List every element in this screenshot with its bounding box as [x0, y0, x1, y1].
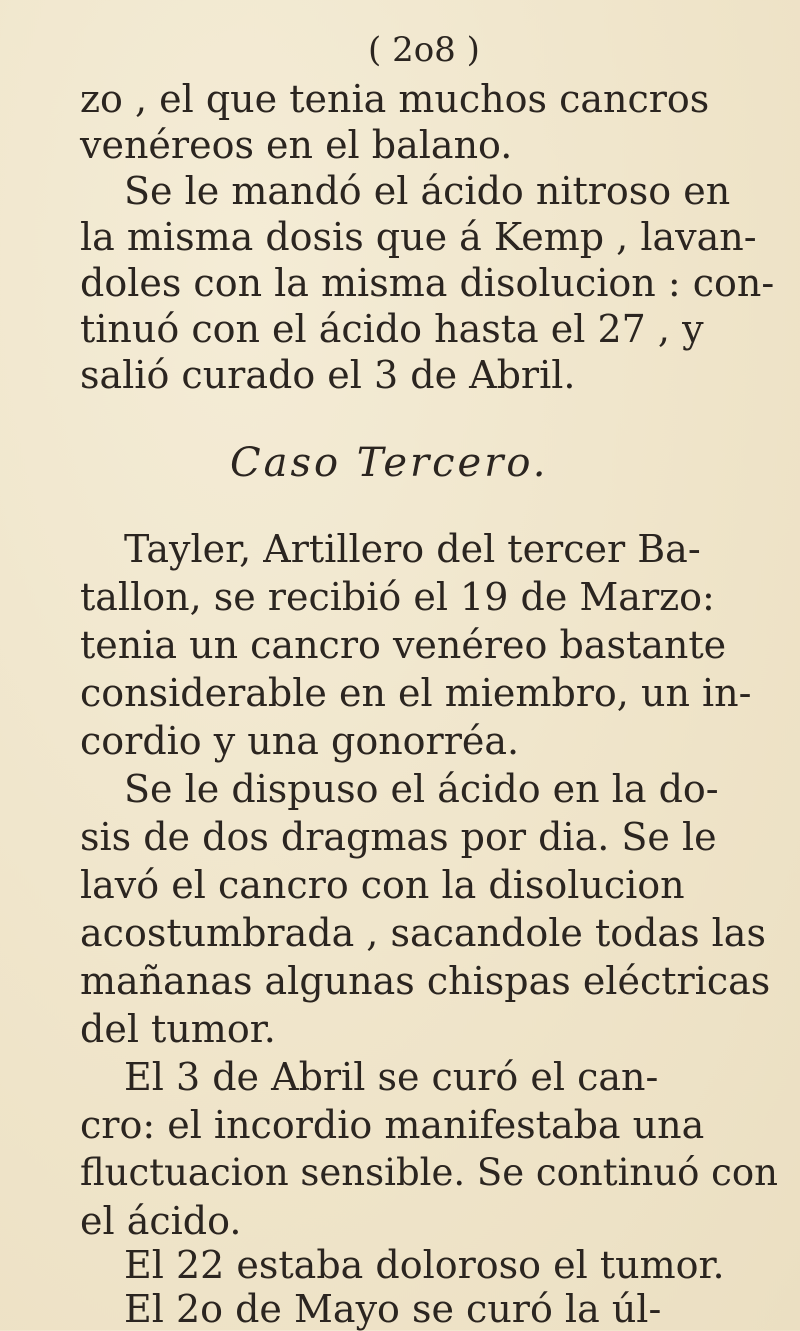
text-line: El 3 de Abril se curó el can-	[124, 1055, 659, 1099]
text-line: cro: el incordio manifestaba una	[80, 1103, 705, 1147]
text-line: mañanas algunas chispas eléctricas	[80, 959, 771, 1003]
text-line: fluctuacion sensible. Se continuó con	[80, 1151, 778, 1194]
text-line: doles con la misma disolucion : con-	[80, 261, 775, 305]
text-line: acostumbrada , sacandole todas las	[80, 911, 766, 955]
text-line: Se le dispuso el ácido en la do-	[124, 767, 719, 811]
text-line: tallon, se recibió el 19 de Marzo:	[80, 575, 715, 619]
text-line: Tayler, Artillero del tercer Ba-	[124, 527, 701, 571]
text-line: salió curado el 3 de Abril.	[80, 353, 576, 397]
text-line: tinuó con el ácido hasta el 27 , y	[80, 307, 704, 351]
text-line: lavó el cancro con la disolucion	[80, 863, 685, 907]
page-number: ( 2o8 )	[368, 30, 480, 70]
text-line: zo , el que tenia muchos cancros	[80, 77, 710, 121]
section-heading: Caso Tercero.	[230, 440, 549, 486]
text-line: considerable en el miembro, un in-	[80, 671, 752, 715]
text-line: Se le mandó el ácido nitroso en	[124, 169, 731, 213]
text-line: venéreos en el balano.	[80, 123, 513, 167]
text-line: tenia un cancro venéreo bastante	[80, 623, 727, 667]
text-line: la misma dosis que á Kemp , lavan-	[80, 215, 757, 259]
text-line: el ácido.	[80, 1199, 242, 1243]
text-line: sis de dos dragmas por dia. Se le	[80, 815, 717, 859]
text-line: del tumor.	[80, 1007, 276, 1051]
text-line: El 2o de Mayo se curó la úl-	[124, 1287, 662, 1331]
text-line: cordio y una gonorréa.	[80, 719, 520, 763]
text-line: El 22 estaba doloroso el tumor.	[124, 1243, 725, 1287]
